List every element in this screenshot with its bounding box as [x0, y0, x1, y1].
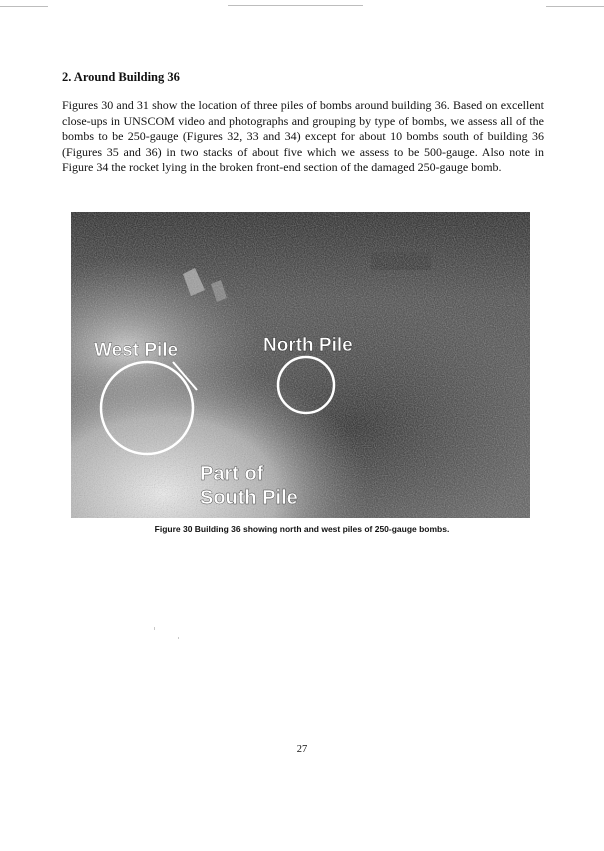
- scan-line-right: [546, 6, 604, 7]
- aerial-photo-figure: [71, 212, 530, 518]
- scan-speck: [154, 627, 155, 630]
- scan-line-center: [228, 5, 363, 6]
- south-pile-label: South Pile: [200, 487, 298, 509]
- section-heading: 2. Around Building 36: [62, 70, 180, 84]
- figure-caption: Figure 30 Building 36 showing north and west piles of 250-gauge bombs.: [154, 524, 450, 534]
- body-paragraph: Figures 30 and 31 show the location of three piles of bombs around building 36. Based on excellent close-ups in UNSCOM video and photographs and grouping by type of bombs, we assess all of the bombs to be 250-gauge (Figures 32, 33 and 34) except for about 10 bombs south of building 36 (Figures 35 and 36) in two stacks of about five which we assess to be 500-gauge. Also note in Figure 34 the rocket lying in the broken front-end section of the damaged 250-gauge bomb.: [62, 98, 544, 175]
- scan-line-left: [0, 6, 48, 7]
- west-pile-label: West Pile: [94, 340, 179, 361]
- scan-speck: [178, 637, 179, 639]
- aerial-photo: [71, 212, 530, 518]
- part-of-label: Part of: [200, 463, 264, 485]
- north-pile-label: North Pile: [263, 335, 353, 356]
- page-number: 27: [296, 744, 308, 755]
